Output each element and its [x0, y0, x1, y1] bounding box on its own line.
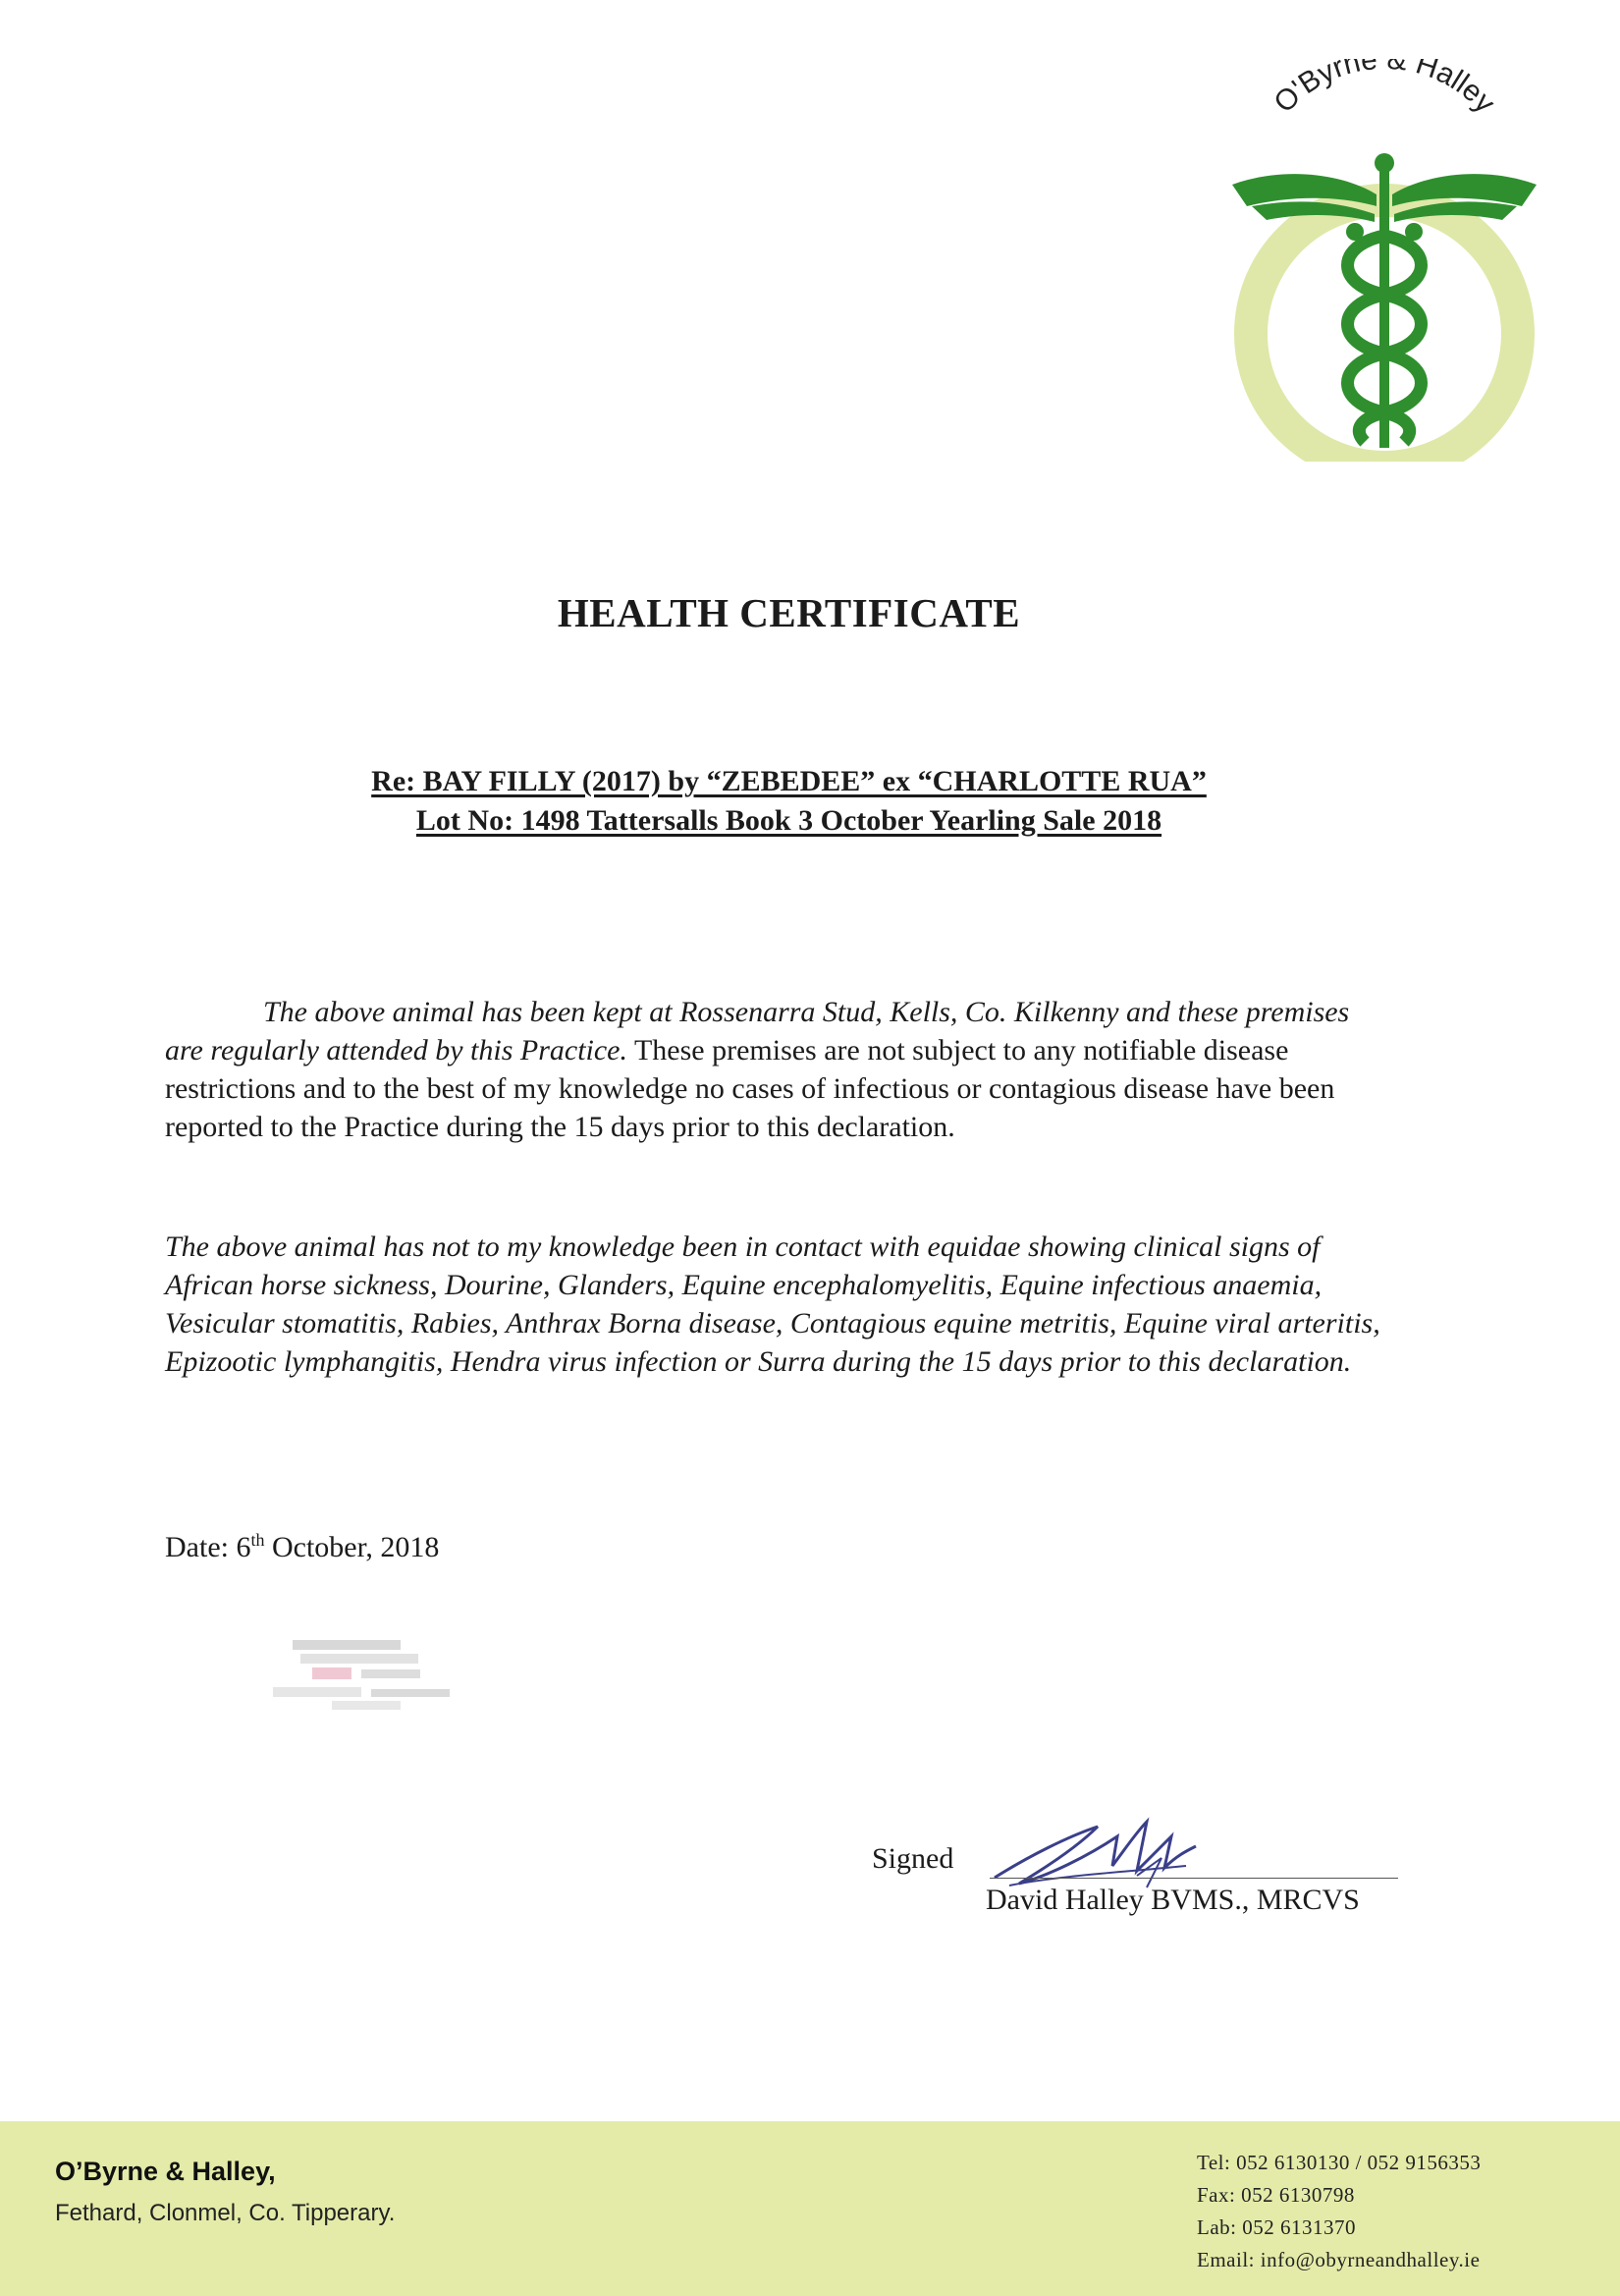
lot-line: Lot No: 1498 Tattersalls Book 3 October Yearling Sale 2018 — [415, 804, 1162, 837]
document-title: HEALTH CERTIFICATE — [557, 590, 1021, 635]
logo-lettering: O'Byrne & Halley — [1268, 59, 1502, 120]
subject-block — [0, 762, 1578, 841]
date-rest: October, 2018 — [264, 1531, 440, 1563]
blurred-stamp — [273, 1638, 450, 1713]
signature-block — [872, 1807, 1422, 1925]
footer-lab: Lab: 052 6131370 — [1197, 2215, 1356, 2239]
footer-fax: Fax: 052 6130798 — [1197, 2183, 1355, 2207]
declaration-paragraph-2: The above animal has not to my knowledge been in contact with equidae showing clinical signs of African horse sickness, Dourine, Glanders, Equine encephalomyelitis, Equine infectious anaemia, Vesicular stomatitis, Rabies, Anthrax Borna disease, Contagious equine metritis, Equine viral arteritis, Epizootic lymphangitis, Hendra virus infection or Surra during the 15 days prior to this declaration. — [165, 1230, 1380, 1378]
date-ordinal: th — [250, 1530, 265, 1550]
letterhead-footer — [0, 2121, 1620, 2296]
declaration-paragraph-1 — [165, 993, 1392, 1146]
date-label: Date: 6 — [165, 1531, 251, 1563]
footer-address: Fethard, Clonmel, Co. Tipperary. — [55, 2200, 396, 2226]
footer-contact — [1197, 2147, 1481, 2276]
paragraph-1-italic: The above animal has been kept at Rossenarra Stud, Kells, Co. Kilkenny and these premises are regularly attended by this Practice. — [165, 996, 1350, 1066]
signer-name: David Halley BVMS., MRCVS — [986, 1884, 1360, 1916]
stamp-icon — [273, 1638, 450, 1713]
handwritten-signature — [990, 1807, 1206, 1895]
date-line — [165, 1530, 439, 1564]
paragraph-1-regular: These premises are not subject to any notifiable disease restrictions and to the best of my knowledge no cases of infectious or contagious disease have been reported to the Practice during the 15 days prior to this declaration. — [165, 1034, 1335, 1143]
re-line: Re: BAY FILLY (2017) by “ZEBEDEE” ex “CHARLOTTE RUA” — [371, 765, 1207, 797]
footer-email: Email: info@obyrneandhalley.ie — [1197, 2248, 1481, 2271]
caduceus-logo-icon — [1208, 59, 1561, 462]
signature-line — [990, 1878, 1398, 1879]
signed-label: Signed — [872, 1842, 954, 1875]
footer-practice-name: O’Byrne & Halley, — [55, 2157, 276, 2186]
practice-logo — [1208, 59, 1561, 462]
footer-tel: Tel: 052 6130130 / 052 9156353 — [1197, 2151, 1482, 2174]
